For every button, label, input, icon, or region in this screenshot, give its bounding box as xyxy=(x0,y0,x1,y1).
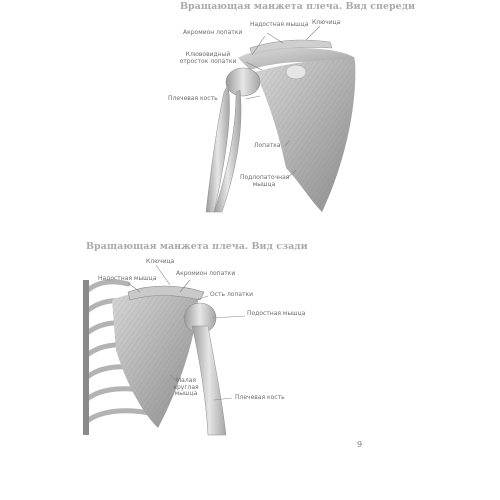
label-back-teres-minor: Малая круглая мышца xyxy=(173,377,199,397)
page-number: 9 xyxy=(357,440,363,449)
label-front-clavicle: Ключица xyxy=(312,19,341,26)
label-back-spine: Ость лопатки xyxy=(210,291,254,298)
label-front-acromion: Акромион лопатки xyxy=(183,29,243,36)
label-front-supraspinatus: Надостная мышца xyxy=(250,21,309,28)
back-view-title: Вращающая манжета плеча. Вид сзади xyxy=(86,241,308,252)
label-front-humerus: Плечевая кость xyxy=(168,95,218,102)
front-view-title: Вращающая манжета плеча. Вид спереди xyxy=(180,1,416,12)
label-front-subscapularis: Подлопаточная мышца xyxy=(240,174,290,188)
label-back-humerus: Плечевая кость xyxy=(235,394,285,401)
label-back-supraspinatus: Надостная мышца xyxy=(98,275,157,282)
label-back-acromion: Акромион лопатки xyxy=(176,270,236,277)
label-back-clavicle: Ключица xyxy=(146,258,175,265)
label-front-scapula: Лопатка xyxy=(254,142,281,149)
label-back-infraspinatus: Подостная мышца xyxy=(247,310,306,317)
label-front-coracoid: Клювовидный отросток лопатки xyxy=(179,51,237,65)
